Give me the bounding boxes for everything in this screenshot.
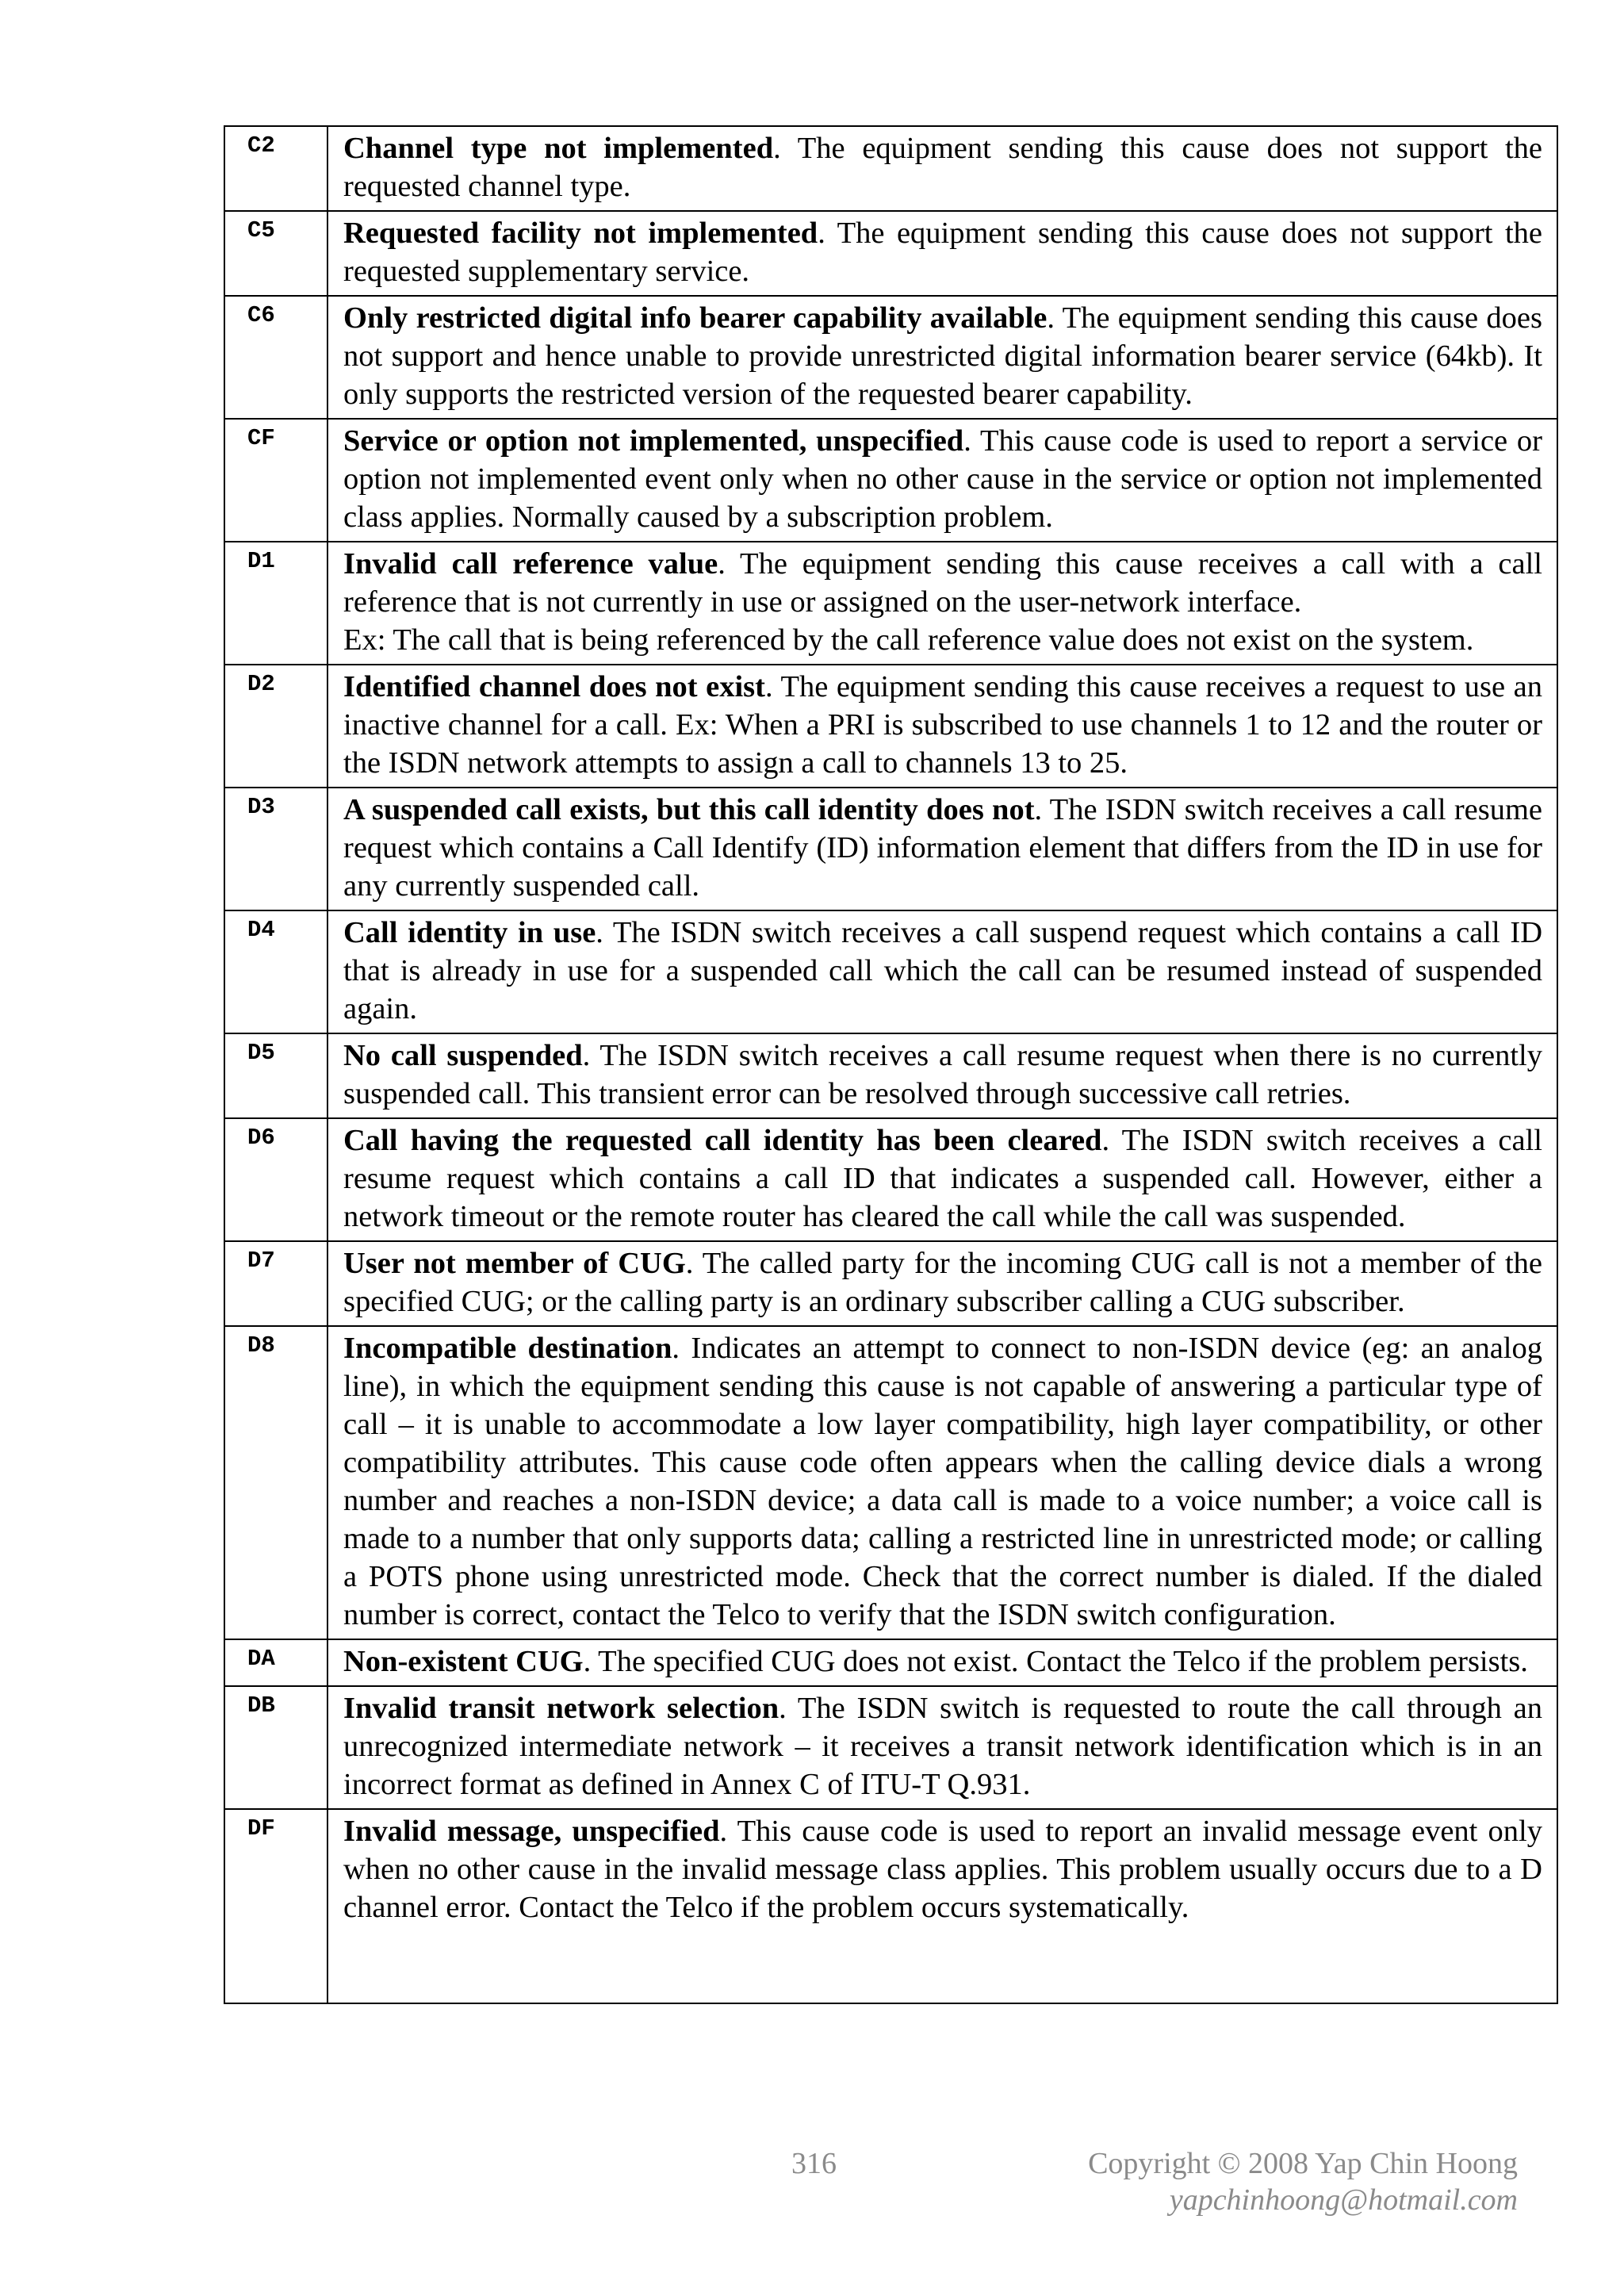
cause-title: User not member of CUG <box>343 1247 686 1280</box>
cause-text: . The ISDN switch receives a call suspend request which contains a call ID that is already in use for a suspended call which the call can be resumed instead of suspended again. <box>343 916 1542 1025</box>
cause-text-example: Ex: The call that is being referenced by the call reference value does not exist on the system. <box>343 623 1474 657</box>
cause-title: Call having the requested call identity has been cleared <box>343 1124 1102 1157</box>
cause-code: C2 <box>224 126 327 211</box>
cause-description <box>327 1033 1557 1118</box>
cause-text: . Indicates an attempt to connect to non-ISDN device (eg: an analog line), in which the equipment sending this cause is not capable of answering a particular type of call – it is unable to accommodate a low layer compatibility, high layer compatibility, or other compatibility attributes. This cause code often appears when the calling device dials a wrong number and reaches a non-ISDN device; a data call is made to a voice number; a voice call is made to a number that only supports data; calling a restricted line in unrestricted mode; or calling a POTS phone using unrestricted mode. Check that the correct number is dialed. If the dialed number is correct, contact the Telco to verify that the ISDN switch configuration. <box>343 1332 1542 1631</box>
cause-text: . The equipment sending this cause receives a request to use an inactive channel for a call. Ex: When a PRI is subscribed to use channels 1 to 12 and the router or the ISDN network attempts to assign a call to channels 13 to 25. <box>343 670 1543 780</box>
cause-code: CF <box>224 419 327 542</box>
cause-code: D2 <box>224 665 327 788</box>
cause-description <box>327 910 1557 1033</box>
cause-description <box>327 1686 1557 1809</box>
cause-description <box>327 542 1557 665</box>
table-row <box>224 665 1557 788</box>
table-row <box>224 1118 1557 1241</box>
cause-title: Non-existent CUG <box>343 1645 584 1678</box>
cause-text: . The equipment sending this cause receives a call with a call reference that is not currently in use or assigned on the user-network interface. <box>343 547 1542 619</box>
cause-description <box>327 788 1557 910</box>
cause-description <box>327 1118 1557 1241</box>
cause-title: Invalid transit network selection <box>343 1692 779 1725</box>
cause-description <box>327 126 1557 211</box>
table-row <box>224 1033 1557 1118</box>
cause-title: No call suspended <box>343 1039 583 1072</box>
cause-code: DA <box>224 1639 327 1686</box>
cause-description <box>327 419 1557 542</box>
cause-text: . The ISDN switch receives a call resume request which contains a call ID that indicates a suspended call. However, either a network timeout or the remote router has cleared the call while the call was suspended. <box>343 1124 1543 1233</box>
table-row <box>224 1326 1557 1639</box>
cause-code: C5 <box>224 211 327 296</box>
cause-text: . The ISDN switch is requested to route the call through an unrecognized intermediate network – it receives a transit network identification which is in an incorrect format as defined in Annex C of ITU-T Q.931. <box>343 1692 1542 1801</box>
table-row <box>224 1241 1557 1326</box>
cause-description <box>327 1809 1557 2003</box>
table-row <box>224 1686 1557 1809</box>
table-row <box>224 1809 1557 2003</box>
cause-description <box>327 1326 1557 1639</box>
cause-code: D6 <box>224 1118 327 1241</box>
cause-code: D5 <box>224 1033 327 1118</box>
table-row <box>224 788 1557 910</box>
page-number: 316 <box>791 2147 837 2180</box>
cause-code: D3 <box>224 788 327 910</box>
table-row <box>224 910 1557 1033</box>
table-row <box>224 126 1557 211</box>
table-row <box>224 419 1557 542</box>
cause-title: Identified channel does not exist <box>343 670 765 703</box>
cause-code-table <box>224 125 1558 2004</box>
author-email: yapchinhoong@hotmail.com <box>1169 2183 1518 2217</box>
cause-title: Invalid call reference value <box>343 547 718 581</box>
cause-text: . The ISDN switch receives a call resume request which contains a Call Identify (ID) information element that differs from the ID in use for any currently suspended call. <box>343 793 1543 903</box>
copyright-notice: Copyright © 2008 Yap Chin Hoong <box>1088 2147 1518 2180</box>
cause-title: A suspended call exists, but this call identity does not <box>343 793 1035 826</box>
cause-title: Call identity in use <box>343 916 596 949</box>
table-row <box>224 211 1557 296</box>
cause-code: C6 <box>224 296 327 419</box>
cause-code: D8 <box>224 1326 327 1639</box>
cause-title: Requested facility not implemented <box>343 217 818 250</box>
cause-title: Incompatible destination <box>343 1332 672 1365</box>
table-row <box>224 1639 1557 1686</box>
cause-code: DB <box>224 1686 327 1809</box>
cause-title: Service or option not implemented, unspecified <box>343 424 964 458</box>
cause-title: Invalid message, unspecified <box>343 1815 720 1848</box>
cause-text: . The ISDN switch receives a call resume request when there is no currently suspended call. This transient error can be resolved through successive call retries. <box>343 1039 1542 1110</box>
cause-text: . The equipment sending this cause does not support and hence unable to provide unrestricted digital information bearer service (64kb). It only supports the restricted version of the requested bearer capability. <box>343 301 1542 411</box>
cause-code: D4 <box>224 910 327 1033</box>
cause-text: . The equipment sending this cause does not support the requested channel type. <box>343 132 1543 203</box>
cause-text: . This cause code is used to report an invalid message event only when no other cause in the invalid message class applies. This problem usually occurs due to a D channel error. Contact the Telco if the problem occurs systematically. <box>343 1815 1542 1924</box>
cause-text: . The called party for the incoming CUG call is not a member of the specified CUG; or the calling party is an ordinary subscriber calling a CUG subscriber. <box>343 1247 1542 1318</box>
cause-description <box>327 1241 1557 1326</box>
cause-title: Only restricted digital info bearer capability available <box>343 301 1048 335</box>
cause-description <box>327 665 1557 788</box>
table-row <box>224 542 1557 665</box>
cause-code: D7 <box>224 1241 327 1326</box>
cause-code: DF <box>224 1809 327 2003</box>
cause-text: . This cause code is used to report a service or option not implemented event only when no other cause in the service or option not implemented class applies. Normally caused by a subscription problem. <box>343 424 1542 534</box>
table-row <box>224 296 1557 419</box>
cause-text: . The specified CUG does not exist. Contact the Telco if the problem persists. <box>583 1645 1528 1678</box>
cause-code: D1 <box>224 542 327 665</box>
cause-description <box>327 296 1557 419</box>
cause-description <box>327 1639 1557 1686</box>
cause-title: Channel type not implemented <box>343 132 774 165</box>
cause-text: . The equipment sending this cause does not support the requested supplementary service. <box>343 217 1542 288</box>
cause-description <box>327 211 1557 296</box>
